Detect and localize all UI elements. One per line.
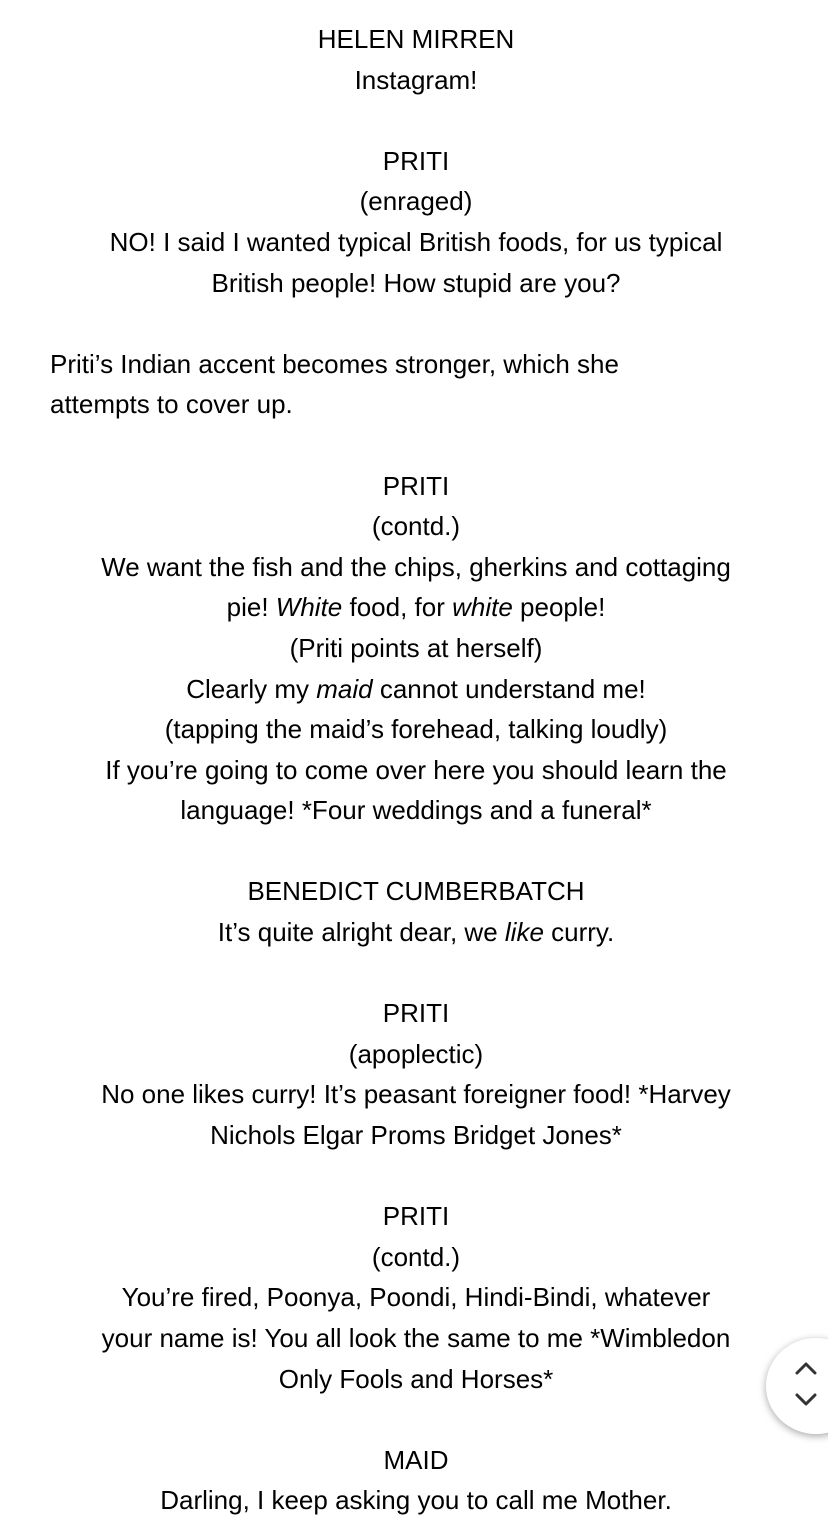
dialogue-line: Only Fools and Horses* <box>278 1363 554 1394</box>
dialogue-line: Nichols Elgar Proms Bridget Jones* <box>210 1120 622 1151</box>
dialogue-block <box>0 19 828 100</box>
dialogue-line: No one likes curry! It’s peasant foreigner food! *Harvey <box>101 1079 731 1110</box>
dialogue-line: You’re fired, Poonya, Poondi, Hindi-Bindi, whatever <box>121 1282 711 1313</box>
parenthetical: (tapping the maid’s forehead, talking loudly) <box>164 714 668 745</box>
dialogue-block <box>0 871 828 952</box>
dialogue-block <box>0 466 828 831</box>
parenthetical: (Priti points at herself) <box>289 632 543 663</box>
parenthetical: (contd.) <box>371 511 461 542</box>
action-block <box>0 344 828 425</box>
dialogue-block <box>0 993 828 1155</box>
chevron-up-icon[interactable] <box>794 1358 818 1378</box>
parenthetical: (enraged) <box>359 186 473 217</box>
character-name: PRITI <box>382 1201 450 1232</box>
emphasis: white <box>452 592 513 623</box>
dialogue-line: We want the fish and the chips, gherkins and cottaging <box>101 551 731 582</box>
dialogue-line: Clearly my maid cannot understand me! <box>186 673 646 704</box>
emphasis: like <box>504 917 544 948</box>
dialogue-block <box>0 141 828 303</box>
dialogue-line: British people! How stupid are you? <box>211 267 621 298</box>
emphasis: White <box>275 592 343 623</box>
dialogue-line: language! *Four weddings and a funeral* <box>180 795 652 826</box>
dialogue-line: your name is! You all look the same to me *Wimbledon <box>101 1323 731 1353</box>
chevron-down-icon[interactable] <box>794 1390 818 1410</box>
parenthetical: (contd.) <box>371 1241 461 1272</box>
emphasis: maid <box>316 673 373 704</box>
character-name: PRITI <box>382 998 450 1029</box>
dialogue-line: It’s quite alright dear, we like curry. <box>217 917 615 948</box>
parenthetical: (apoplectic) <box>348 1038 484 1069</box>
action-line: attempts to cover up. <box>50 389 293 420</box>
character-name: HELEN MIRREN <box>317 24 515 54</box>
dialogue-line: Darling, I keep asking you to call me Mother. <box>160 1485 672 1516</box>
dialogue-block <box>0 1440 828 1521</box>
dialogue-line: NO! I said I wanted typical British foods, for us typical <box>109 226 723 257</box>
character-name: PRITI <box>382 470 450 501</box>
character-name: BENEDICT CUMBERBATCH <box>247 876 585 907</box>
character-name: PRITI <box>382 145 450 176</box>
action-line: Priti’s Indian accent becomes stronger, which she <box>50 348 619 379</box>
dialogue-block <box>0 1196 828 1399</box>
dialogue-line: pie! White food, for white people! <box>226 592 606 623</box>
character-name: MAID <box>383 1444 449 1475</box>
script-page <box>0 19 828 1521</box>
dialogue-line: If you’re going to come over here you should learn the <box>105 754 727 785</box>
dialogue-line: Instagram! <box>354 64 478 95</box>
